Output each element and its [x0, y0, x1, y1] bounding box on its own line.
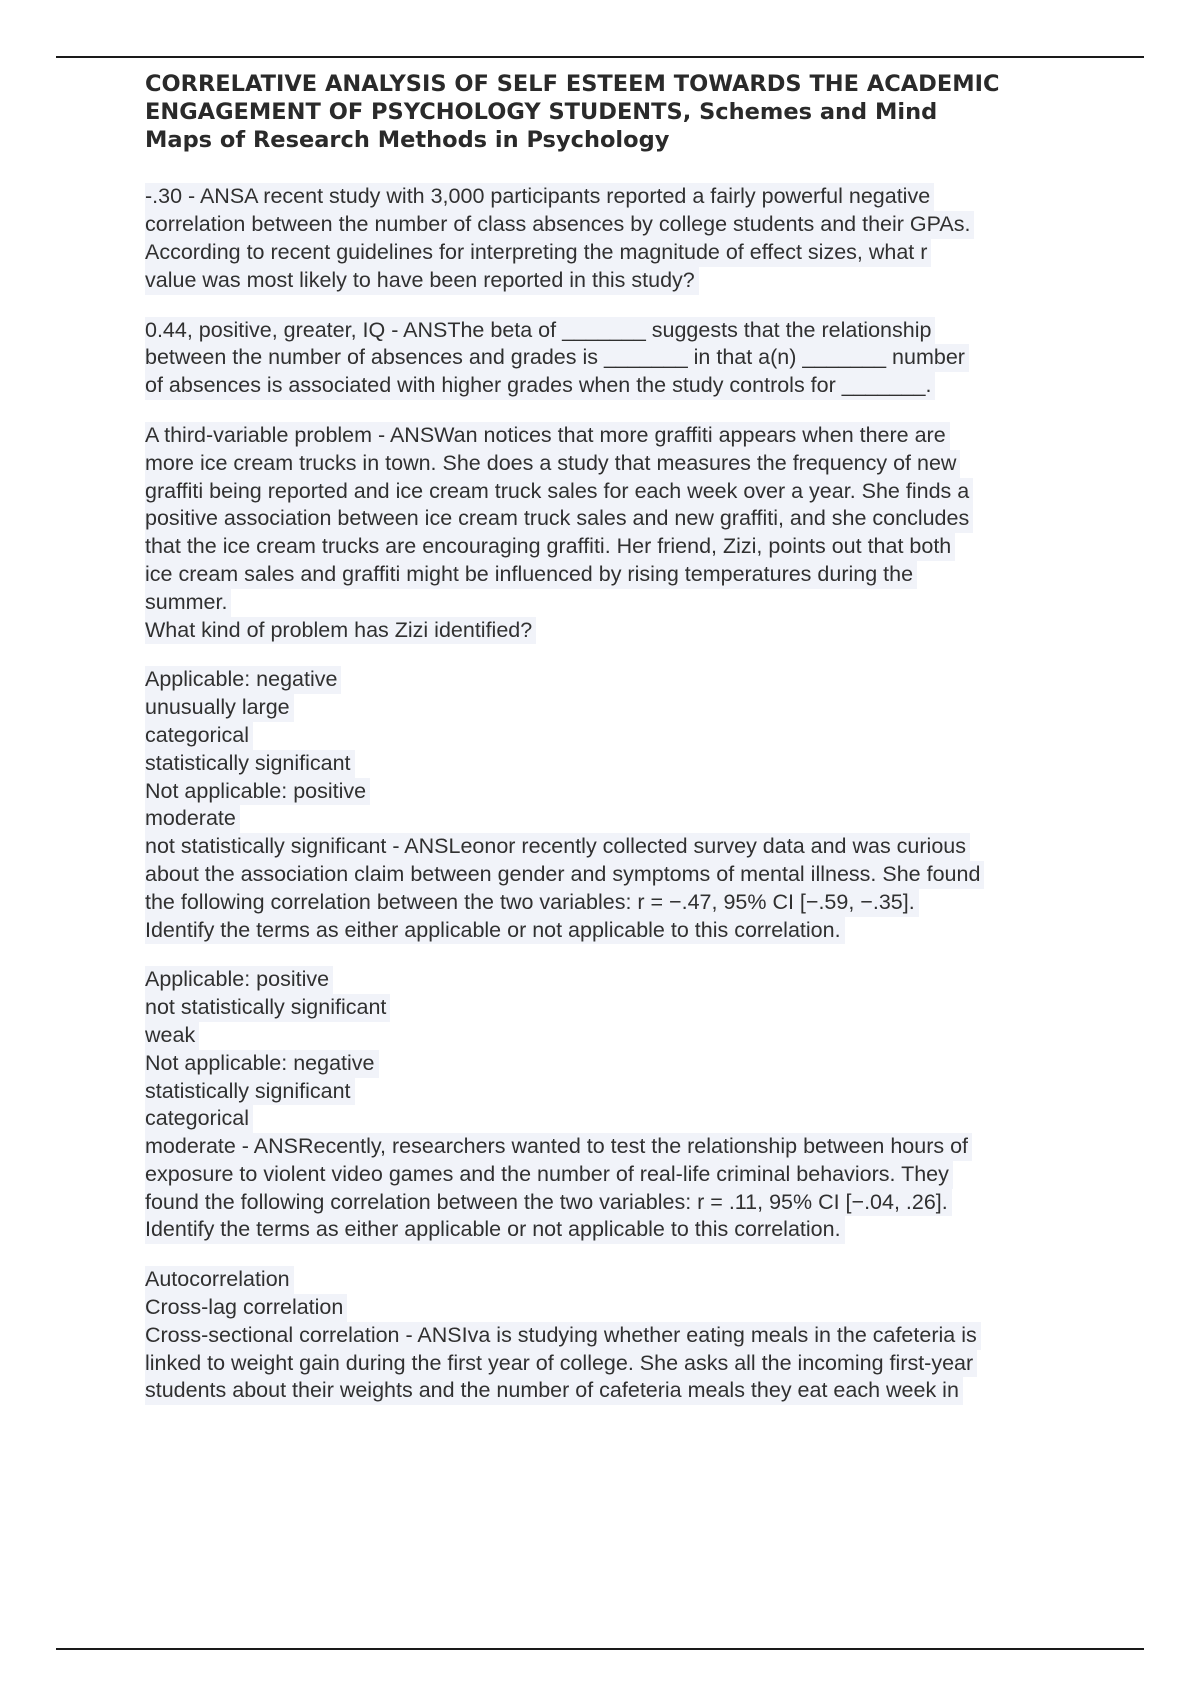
qa-text-line: Not applicable: positive [145, 778, 370, 806]
qa-block [145, 1266, 1090, 1405]
qa-text-line: categorical [145, 1105, 253, 1133]
qa-text-line: summer. [145, 589, 231, 617]
qa-block [145, 183, 1090, 294]
bottom-rule [56, 1648, 1144, 1650]
qa-text-line: -.30 - ANSA recent study with 3,000 participants reported a fairly powerful negative [145, 183, 934, 211]
qa-block [145, 317, 1090, 400]
qa-text-line: moderate - ANSRecently, researchers wanted to test the relationship between hours of [145, 1133, 972, 1161]
qa-text-line: A third-variable problem - ANSWan notices that more graffiti appears when there are [145, 422, 950, 450]
qa-text-line: the following correlation between the two variables: r = −.47, 95% CI [−.59, −.35]. [145, 889, 919, 917]
qa-text-line: Identify the terms as either applicable or not applicable to this correlation. [145, 917, 845, 945]
qa-text-line: not statistically significant - ANSLeonor recently collected survey data and was curious [145, 833, 970, 861]
qa-text-line: exposure to violent video games and the number of real-life criminal behaviors. They [145, 1161, 953, 1189]
qa-text-line: What kind of problem has Zizi identified? [145, 617, 536, 645]
qa-text-line: statistically significant [145, 750, 355, 778]
qa-text-line: Autocorrelation [145, 1266, 294, 1294]
qa-block [145, 422, 1090, 644]
qa-text-line: 0.44, positive, greater, IQ - ANSThe beta of _______ suggests that the relationship [145, 317, 935, 345]
qa-text-line: students about their weights and the number of cafeteria meals they eat each week in [145, 1377, 963, 1405]
qa-text-line: more ice cream trucks in town. She does a study that measures the frequency of new [145, 450, 960, 478]
qa-text-line: unusually large [145, 694, 294, 722]
qa-text-line: between the number of absences and grades is _______ in that a(n) _______ number [145, 344, 969, 372]
qa-list [145, 183, 1090, 1405]
qa-text-line: categorical [145, 722, 253, 750]
qa-text-line: value was most likely to have been reported in this study? [145, 267, 699, 295]
qa-text-line: Identify the terms as either applicable or not applicable to this correlation. [145, 1216, 845, 1244]
qa-text-line: found the following correlation between the two variables: r = .11, 95% CI [−.04, .26]. [145, 1189, 952, 1217]
qa-text-line: Applicable: positive [145, 966, 333, 994]
document-title [145, 70, 1090, 153]
qa-text-line: Not applicable: negative [145, 1050, 379, 1078]
qa-text-line: weak [145, 1022, 199, 1050]
qa-text-line: correlation between the number of class absences by college students and their GPAs. [145, 211, 974, 239]
qa-text-line: that the ice cream trucks are encouraging graffiti. Her friend, Zizi, points out that both [145, 533, 955, 561]
qa-text-line: Applicable: negative [145, 666, 341, 694]
qa-text-line: of absences is associated with higher grades when the study controls for _______. [145, 372, 935, 400]
qa-text-line: Cross-sectional correlation - ANSIva is studying whether eating meals in the cafeteria is [145, 1322, 981, 1350]
document-page [145, 66, 1090, 1427]
qa-text-line: linked to weight gain during the first year of college. She asks all the incoming first-year [145, 1350, 977, 1378]
qa-text-line: Cross-lag correlation [145, 1294, 347, 1322]
qa-text-line: not statistically significant [145, 994, 390, 1022]
qa-text-line: statistically significant [145, 1078, 355, 1106]
qa-text-line: According to recent guidelines for interpreting the magnitude of effect sizes, what r [145, 239, 931, 267]
qa-block [145, 666, 1090, 944]
title-line: Maps of Research Methods in Psychology [145, 126, 670, 153]
title-line: CORRELATIVE ANALYSIS OF SELF ESTEEM TOWARDS THE ACADEMIC [145, 71, 1000, 97]
qa-text-line: graffiti being reported and ice cream truck sales for each week over a year. She finds a [145, 478, 973, 506]
qa-text-line: about the association claim between gender and symptoms of mental illness. She found [145, 861, 984, 889]
qa-text-line: moderate [145, 805, 240, 833]
qa-text-line: positive association between ice cream truck sales and new graffiti, and she concludes [145, 505, 973, 533]
qa-block [145, 966, 1090, 1244]
title-line: ENGAGEMENT OF PSYCHOLOGY STUDENTS, Schemes and Mind [145, 98, 938, 125]
top-rule [56, 56, 1144, 58]
qa-text-line: ice cream sales and graffiti might be influenced by rising temperatures during the [145, 561, 917, 589]
